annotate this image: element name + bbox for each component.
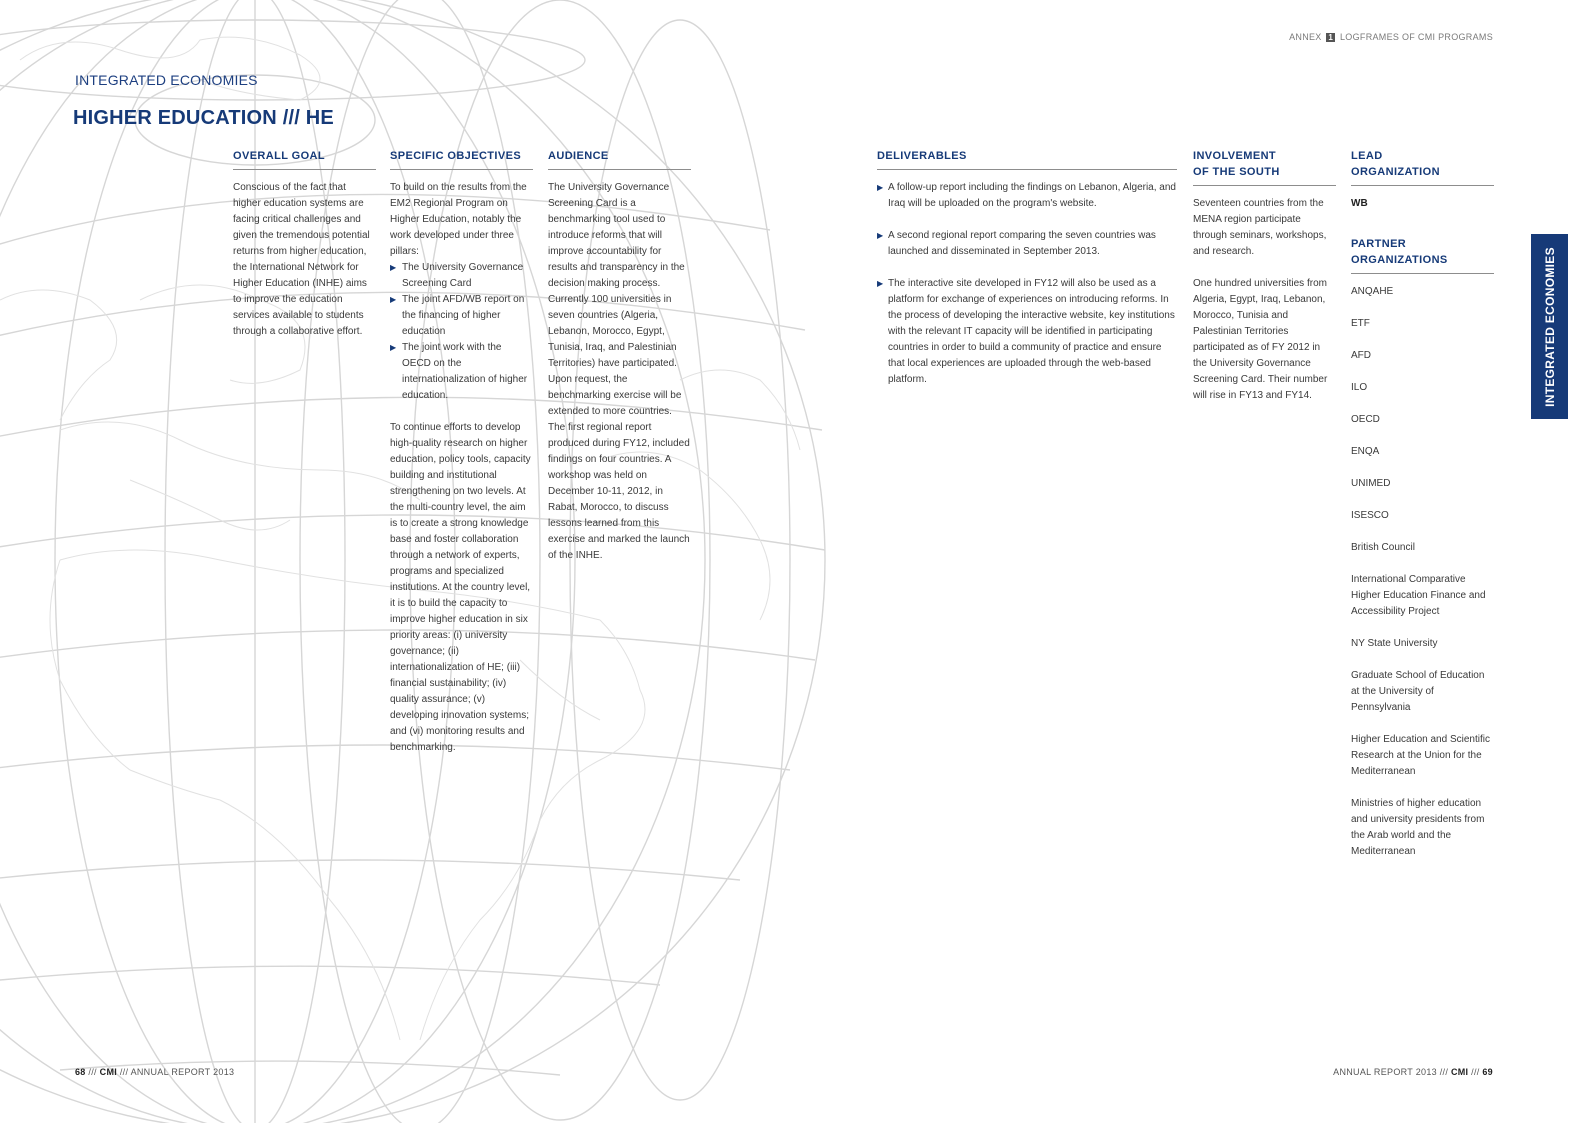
deliverable-text: A second regional report comparing the seven countries was launched and disseminated in September 2013.	[888, 230, 1156, 257]
pillar-item	[390, 292, 533, 340]
footer-left-page-number: 68	[75, 1067, 86, 1077]
running-head-prefix: ANNEX	[1289, 32, 1322, 42]
footer-left	[75, 1067, 234, 1077]
lead-heading-line2: ORGANIZATION	[1351, 166, 1440, 178]
deliverable-text: A follow-up report including the findings on Lebanon, Algeria, and Iraq will be uploaded on the program's website.	[888, 182, 1176, 209]
section-label: INTEGRATED ECONOMIES	[75, 72, 258, 88]
bullet-triangle-icon: ▶	[390, 343, 397, 352]
deliverables-heading: DELIVERABLES	[877, 148, 1177, 170]
specific-objectives-intro: To build on the results from the EM2 Regional Program on Higher Education, notably the work developed under three pillars:	[390, 182, 527, 257]
footer-right-page-number: 69	[1482, 1067, 1493, 1077]
partner-item: ENQA	[1351, 446, 1380, 457]
footer-right-sep1: ///	[1436, 1067, 1451, 1077]
pillar-item	[390, 260, 533, 292]
footer-left-text: ANNUAL REPORT 2013	[130, 1067, 235, 1077]
specific-objectives-heading: SPECIFIC OBJECTIVES	[390, 148, 533, 170]
deliverable-item	[877, 276, 1177, 388]
page-title: HIGHER EDUCATION /// HE	[73, 107, 334, 129]
bullet-triangle-icon: ▶	[877, 279, 884, 288]
pillar-text: The joint work with the OECD on the internationalization of higher education.	[402, 342, 528, 401]
involvement-heading-line1: INVOLVEMENT	[1193, 150, 1277, 162]
pillar-text: The joint AFD/WB report on the financing of higher education	[402, 294, 525, 337]
deliverable-item	[877, 180, 1177, 212]
involvement-heading-line2: OF THE SOUTH	[1193, 166, 1280, 178]
pillar-item	[390, 340, 533, 404]
lead-organization-value: WB	[1351, 198, 1368, 209]
partner-item: Graduate School of Education at the University of Pennsylvania	[1351, 670, 1485, 713]
partner-organizations-list	[1351, 284, 1494, 860]
partner-item: British Council	[1351, 542, 1415, 553]
audience-column	[548, 148, 691, 564]
running-head	[1289, 32, 1493, 42]
overall-goal-text: Conscious of the fact that higher education systems are facing critical challenges and given the tremendous potential returns from higher education, the International Network for Higher Education (INHE) aims to improve the education services available to students through a collaborative effort.	[233, 182, 370, 337]
overall-goal-heading: OVERALL GOAL	[233, 148, 376, 170]
bullet-triangle-icon: ▶	[390, 263, 397, 272]
deliverables-list	[877, 180, 1177, 388]
deliverable-item	[877, 228, 1177, 260]
involvement-column	[1193, 148, 1336, 404]
partner-item: NY State University	[1351, 638, 1438, 649]
lead-heading-line1: LEAD	[1351, 150, 1383, 162]
deliverables-column	[877, 148, 1177, 404]
pillar-text: The University Governance Screening Card	[402, 262, 524, 289]
partner-item: ANQAHE	[1351, 286, 1394, 297]
bullet-triangle-icon: ▶	[877, 183, 884, 192]
involvement-para2: One hundred universities from Algeria, Egypt, Iraq, Lebanon, Morocco, Tunisia and Palestinian Territories participated as of FY 2012 in the University Governance Screening Card. Their number will rise in FY13 and FY14.	[1193, 278, 1328, 401]
overall-goal-column	[233, 148, 376, 340]
footer-left-brand: CMI	[99, 1067, 118, 1077]
bullet-triangle-icon: ▶	[390, 295, 397, 304]
footer-left-sep1: ///	[85, 1067, 100, 1077]
partner-item: OECD	[1351, 414, 1380, 425]
section-side-tab	[1531, 234, 1568, 419]
footer-right-text: ANNUAL REPORT 2013	[1333, 1067, 1437, 1077]
deliverable-text: The interactive site developed in FY12 will also be used as a platform for exchange of experiences on introducing reforms. In the process of developing the interactive website, key institutions with the relevant IT capacity will be identified in participating countries in order to build a community of practice and ensure that local experiences are uploaded through the web-based platform.	[888, 278, 1175, 385]
audience-text: The University Governance Screening Card is a benchmarking tool used to introduce reforms that will improve accountability for results and transparency in the decision making process. Currently 100 universities in seven countries (Algeria, Lebanon, Morocco, Egypt, Tunisia, Iraq, and Palestinian Territories) have participated. Upon request, the benchmarking exercise will be extended to more countries. The first regional report produced during FY12, included findings on four countries. A workshop was held on December 10-11, 2012, in Rabat, Morocco, to discuss lessons learned from this exercise and marked the launch of the INHE.	[548, 182, 690, 561]
partner-item: ILO	[1351, 382, 1368, 393]
running-head-suffix: LOGFRAMES OF CMI PROGRAMS	[1339, 32, 1493, 42]
partner-heading-line1: PARTNER	[1351, 238, 1407, 250]
footer-right-brand: CMI	[1450, 1067, 1469, 1077]
audience-heading: AUDIENCE	[548, 148, 691, 170]
footer-right	[1333, 1067, 1493, 1077]
bullet-triangle-icon: ▶	[877, 231, 884, 240]
side-tab-label: INTEGRATED ECONOMIES	[1542, 246, 1557, 407]
partner-item: Ministries of higher education and university presidents from the Arab world and the Mediterranean	[1351, 798, 1485, 857]
involvement-heading	[1193, 148, 1336, 186]
specific-objectives-pillars	[390, 260, 533, 404]
footer-right-sep2: ///	[1468, 1067, 1483, 1077]
involvement-para1: Seventeen countries from the MENA region participate through seminars, workshops, and research.	[1193, 198, 1327, 257]
lead-organization-column	[1351, 148, 1494, 876]
partner-item: UNIMED	[1351, 478, 1391, 489]
lead-organization-heading	[1351, 148, 1494, 186]
partner-organizations-heading	[1351, 236, 1494, 274]
specific-objectives-column	[390, 148, 533, 756]
partner-item: ETF	[1351, 318, 1370, 329]
partner-item: AFD	[1351, 350, 1371, 361]
partner-heading-line2: ORGANIZATIONS	[1351, 254, 1448, 266]
partner-item: International Comparative Higher Education Finance and Accessibility Project	[1351, 574, 1486, 617]
specific-objectives-para2: To continue efforts to develop high-quality research on higher education, policy tools, capacity building and institutional strengthening on two levels. At the multi-country level, the aim is to create a strong knowledge base and foster collaboration through a network of experts, programs and specialized institutions. At the country level, it is to build the capacity to improve higher education in six priority areas: (i) university governance; (ii) internationalization of HE; (iii) financial sustainability; (iv) quality assurance; (v) developing innovation systems; and (vi) monitoring results and benchmarking.	[390, 422, 531, 753]
partner-item: ISESCO	[1351, 510, 1389, 521]
footer-left-sep2: ///	[117, 1067, 131, 1077]
annex-number-badge: 1	[1328, 33, 1334, 42]
partner-item: Higher Education and Scientific Research at the Union for the Mediterranean	[1351, 734, 1490, 777]
